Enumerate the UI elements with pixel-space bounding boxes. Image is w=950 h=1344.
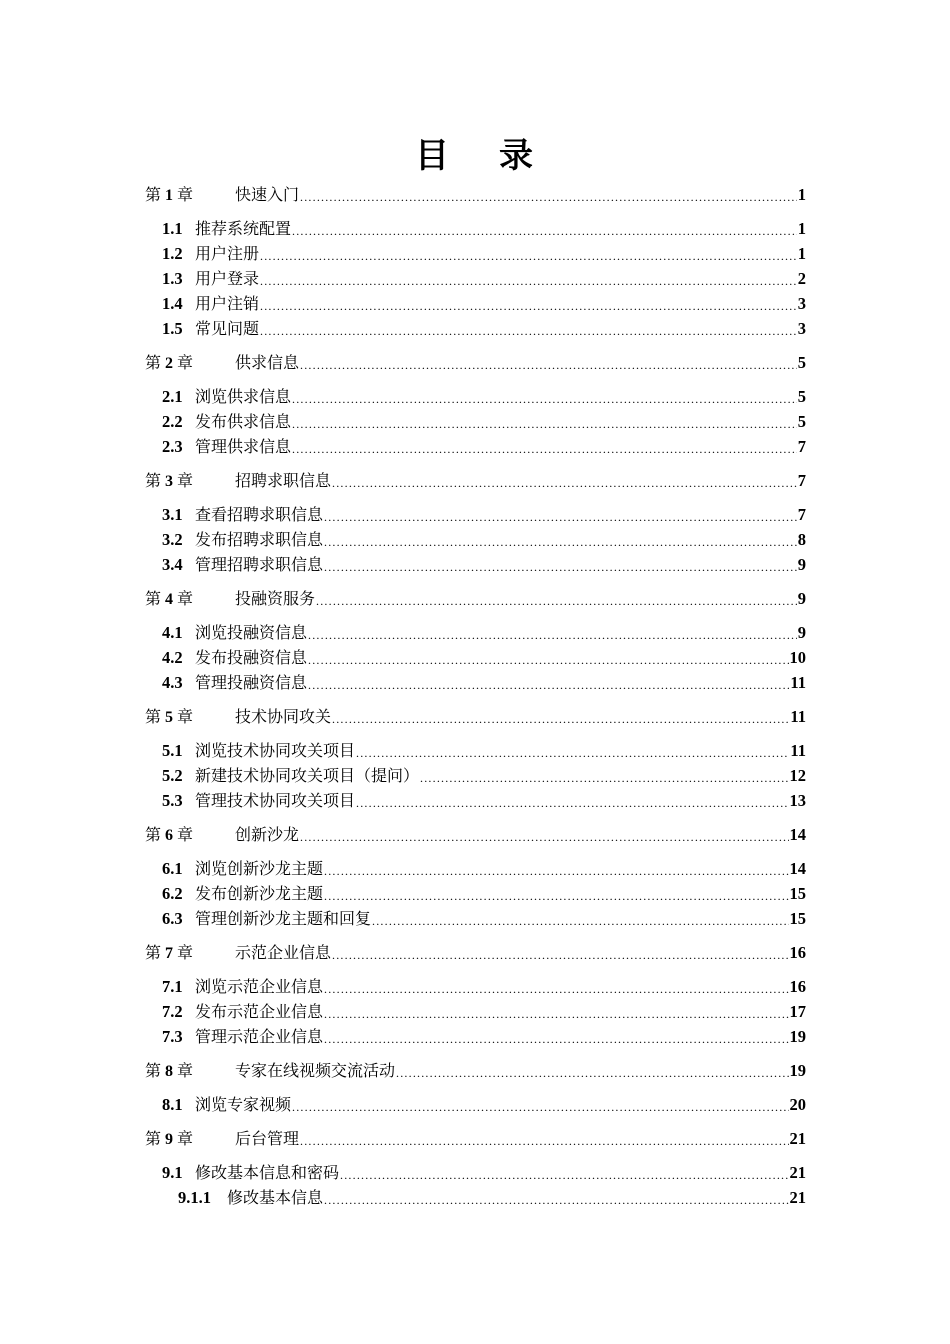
- dot-leader: [396, 1061, 788, 1086]
- toc-entry-chapter[interactable]: [145, 940, 806, 965]
- toc-page-number: 19: [789, 1061, 806, 1080]
- toc-page-number: 9: [797, 589, 806, 608]
- dot-leader: [372, 909, 788, 934]
- section-number: 1.4: [162, 294, 183, 313]
- toc-entry-label: 用户登录: [195, 269, 260, 288]
- chapter-prefix: [145, 1058, 235, 1084]
- toc-entry-label: 专家在线视频交流活动: [235, 1061, 396, 1080]
- toc-entry-chapter[interactable]: [145, 822, 806, 847]
- section-number: 2.3: [162, 437, 183, 456]
- toc-entry-chapter[interactable]: [145, 1058, 806, 1083]
- toc-entry-label: 供求信息: [235, 353, 300, 372]
- chapter-suffix-text: 章: [177, 1129, 194, 1148]
- toc-entry-label: 用户注销: [195, 294, 260, 313]
- chapter-number: 7: [165, 945, 174, 962]
- toc-entry-chapter[interactable]: [145, 182, 806, 207]
- toc-entry-section[interactable]: [145, 645, 806, 670]
- toc-entry-section[interactable]: [145, 1160, 806, 1185]
- chapter-suffix-text: 章: [177, 471, 194, 490]
- section-number: 4.1: [162, 623, 183, 642]
- toc-page-number: 17: [789, 1002, 806, 1021]
- toc-entry-section[interactable]: [145, 999, 806, 1024]
- toc-entry-section[interactable]: [145, 670, 806, 695]
- dot-leader: [300, 185, 797, 210]
- section-number: 3.4: [162, 555, 183, 574]
- section-number: 2.1: [162, 387, 183, 406]
- dot-leader: [260, 294, 797, 319]
- toc-entry-section[interactable]: [145, 1092, 806, 1117]
- section-number: 1.3: [162, 269, 183, 288]
- chapter-suffix-text: 章: [177, 943, 194, 962]
- toc-entry-label: 浏览示范企业信息: [195, 977, 324, 996]
- toc-page-number: 9: [797, 623, 806, 642]
- toc-page-number: 15: [789, 884, 806, 903]
- toc-entry-label: 浏览技术协同攻关项目: [195, 741, 356, 760]
- toc-page-number: 21: [789, 1163, 806, 1182]
- dot-leader: [356, 741, 789, 766]
- page-title-char-2: 录: [499, 136, 535, 176]
- dot-leader: [292, 437, 797, 462]
- dot-leader: [340, 1163, 788, 1188]
- toc-entry-label: 快速入门: [235, 185, 300, 204]
- toc-entry-label: 浏览投融资信息: [195, 623, 308, 642]
- toc-page-number: 2: [797, 269, 806, 288]
- dot-leader: [260, 319, 797, 344]
- chapter-prefix: [145, 468, 235, 494]
- toc-entry-label: 发布投融资信息: [195, 648, 308, 667]
- toc-page-number: 5: [797, 387, 806, 406]
- toc-entry-label: 修改基本信息: [227, 1188, 324, 1207]
- chapter-prefix-text: 第: [145, 1129, 162, 1148]
- toc-page-number: 7: [797, 437, 806, 456]
- dot-leader: [324, 859, 788, 884]
- section-number: 2.2: [162, 412, 183, 431]
- dot-leader: [308, 648, 788, 673]
- toc-entry-label: 浏览专家视频: [195, 1095, 292, 1114]
- toc-entry-section[interactable]: [145, 266, 806, 291]
- toc-entry-section[interactable]: [145, 906, 806, 931]
- toc-page-number: 3: [797, 319, 806, 338]
- toc-entry-label: 管理创新沙龙主题和回复: [195, 909, 372, 928]
- toc-page-number: 7: [797, 471, 806, 490]
- toc-entry-section[interactable]: [145, 384, 806, 409]
- toc-page-number: 1: [797, 219, 806, 238]
- chapter-prefix: [145, 586, 235, 612]
- toc-page-number: 13: [789, 791, 806, 810]
- toc-entry-label: 管理示范企业信息: [195, 1027, 324, 1046]
- dot-leader: [324, 555, 797, 580]
- toc-entry-label: 浏览创新沙龙主题: [195, 859, 324, 878]
- dot-leader: [308, 623, 797, 648]
- section-number: 7.1: [162, 977, 183, 996]
- chapter-suffix-text: 章: [177, 353, 194, 372]
- dot-leader: [292, 219, 797, 244]
- toc-page-number: 21: [789, 1188, 806, 1207]
- chapter-prefix-text: 第: [145, 825, 162, 844]
- toc-page-number: 3: [797, 294, 806, 313]
- toc-entry-section[interactable]: [145, 763, 806, 788]
- chapter-number: 6: [165, 827, 174, 844]
- toc-entry-subsection[interactable]: [145, 1185, 806, 1210]
- chapter-prefix-text: 第: [145, 707, 162, 726]
- dot-leader: [332, 707, 789, 732]
- toc-entry-section[interactable]: [145, 434, 806, 459]
- chapter-number: 9: [165, 1131, 174, 1148]
- chapter-prefix: [145, 940, 235, 966]
- toc-entry-section[interactable]: [145, 527, 806, 552]
- toc-entry-chapter[interactable]: [145, 468, 806, 493]
- dot-leader: [316, 589, 797, 614]
- toc-entry-label: 发布示范企业信息: [195, 1002, 324, 1021]
- chapter-suffix-text: 章: [177, 185, 194, 204]
- section-number: 1.2: [162, 244, 183, 263]
- toc-entry-section[interactable]: [145, 881, 806, 906]
- chapter-prefix-text: 第: [145, 589, 162, 608]
- toc-page-number: 21: [789, 1129, 806, 1148]
- toc-entry-chapter[interactable]: [145, 704, 806, 729]
- chapter-suffix-text: 章: [177, 1061, 194, 1080]
- toc-entry-section[interactable]: [145, 738, 806, 763]
- dot-leader: [356, 791, 788, 816]
- toc-entry-label: 新建技术协同攻关项目（提问）: [195, 766, 420, 785]
- chapter-number: 8: [165, 1063, 174, 1080]
- chapter-number: 1: [165, 187, 174, 204]
- section-number: 3.1: [162, 505, 183, 524]
- chapter-suffix-text: 章: [177, 825, 194, 844]
- toc-entry-section[interactable]: [145, 1024, 806, 1049]
- dot-leader: [324, 505, 797, 530]
- toc-page-number: 1: [797, 185, 806, 204]
- toc-page-number: 1: [797, 244, 806, 263]
- dot-leader: [292, 412, 797, 437]
- chapter-prefix-text: 第: [145, 185, 162, 204]
- toc-entry-label: 管理投融资信息: [195, 673, 308, 692]
- toc-entry-label: 管理招聘求职信息: [195, 555, 324, 574]
- section-number: 5.3: [162, 791, 183, 810]
- toc-entry-chapter[interactable]: [145, 1126, 806, 1151]
- toc-page-number: 20: [789, 1095, 806, 1114]
- chapter-prefix-text: 第: [145, 1061, 162, 1080]
- toc-entry-label: 创新沙龙: [235, 825, 300, 844]
- toc-entry-label: 浏览供求信息: [195, 387, 292, 406]
- toc-page-number: 19: [789, 1027, 806, 1046]
- toc-entry-label: 投融资服务: [235, 589, 316, 608]
- toc-page-number: 7: [797, 505, 806, 524]
- toc-entry-label: 后台管理: [235, 1129, 300, 1148]
- dot-leader: [324, 1002, 788, 1027]
- toc-page-number: 5: [797, 353, 806, 372]
- toc-entry-chapter[interactable]: [145, 586, 806, 611]
- dot-leader: [292, 387, 797, 412]
- section-number: 4.2: [162, 648, 183, 667]
- toc-entry-label: 查看招聘求职信息: [195, 505, 324, 524]
- toc-entry-label: 技术协同攻关: [235, 707, 332, 726]
- dot-leader: [324, 884, 788, 909]
- chapter-prefix: [145, 822, 235, 848]
- toc-entry-section[interactable]: [145, 620, 806, 645]
- toc-entry-label: 管理技术协同攻关项目: [195, 791, 356, 810]
- toc-entry-section[interactable]: [145, 241, 806, 266]
- section-number: 5.1: [162, 741, 183, 760]
- dot-leader: [260, 244, 797, 269]
- toc-entry-section[interactable]: [145, 502, 806, 527]
- toc-entry-section[interactable]: [145, 552, 806, 577]
- dot-leader: [332, 471, 797, 496]
- toc-entry-label: 推荐系统配置: [195, 219, 292, 238]
- page-title-char-1: 目: [415, 136, 451, 176]
- dot-leader: [324, 1188, 788, 1213]
- toc-page-number: 14: [789, 825, 806, 844]
- chapter-number: 4: [165, 591, 174, 608]
- toc-page-number: 12: [789, 766, 806, 785]
- chapter-prefix: [145, 1126, 235, 1152]
- dot-leader: [324, 1027, 788, 1052]
- toc-entry-label: 管理供求信息: [195, 437, 292, 456]
- toc-page-number: 10: [789, 648, 806, 667]
- chapter-suffix-text: 章: [177, 707, 194, 726]
- chapter-number: 2: [165, 355, 174, 372]
- chapter-suffix-text: 章: [177, 589, 194, 608]
- toc-entry-section[interactable]: [145, 291, 806, 316]
- dot-leader: [420, 766, 788, 791]
- dot-leader: [324, 977, 788, 1002]
- section-number: 7.2: [162, 1002, 183, 1021]
- toc-entry-label: 发布招聘求职信息: [195, 530, 324, 549]
- toc-entry-section[interactable]: [145, 409, 806, 434]
- toc-entry-section[interactable]: [145, 316, 806, 341]
- table-of-contents: [145, 182, 806, 1210]
- chapter-prefix: [145, 182, 235, 208]
- toc-entry-label: 修改基本信息和密码: [195, 1163, 340, 1182]
- dot-leader: [300, 825, 788, 850]
- toc-entry-label: 招聘求职信息: [235, 471, 332, 490]
- toc-entry-label: 发布创新沙龙主题: [195, 884, 324, 903]
- section-number: 5.2: [162, 766, 183, 785]
- dot-leader: [324, 530, 797, 555]
- toc-entry-label: 发布供求信息: [195, 412, 292, 431]
- chapter-number: 3: [165, 473, 174, 490]
- toc-page-number: 8: [797, 530, 806, 549]
- section-number: 4.3: [162, 673, 183, 692]
- section-number: 7.3: [162, 1027, 183, 1046]
- toc-page-number: 16: [789, 977, 806, 996]
- section-number: 3.2: [162, 530, 183, 549]
- toc-page-number: 5: [797, 412, 806, 431]
- dot-leader: [260, 269, 797, 294]
- chapter-prefix: [145, 704, 235, 730]
- toc-page-number: 11: [790, 673, 806, 692]
- dot-leader: [332, 943, 788, 968]
- dot-leader: [292, 1095, 788, 1120]
- toc-page-number: 14: [789, 859, 806, 878]
- section-number: 1.5: [162, 319, 183, 338]
- toc-entry-label: 常见问题: [195, 319, 260, 338]
- page-title: [0, 128, 950, 177]
- section-number: 9.1: [162, 1163, 183, 1182]
- dot-leader: [308, 673, 789, 698]
- toc-page-number: 15: [789, 909, 806, 928]
- section-number: 1.1: [162, 219, 183, 238]
- chapter-prefix-text: 第: [145, 471, 162, 490]
- toc-entry-section[interactable]: [145, 974, 806, 999]
- section-number: 6.2: [162, 884, 183, 903]
- toc-entry-section[interactable]: [145, 856, 806, 881]
- section-number: 6.1: [162, 859, 183, 878]
- section-number: 9.1.1: [178, 1188, 211, 1207]
- toc-page-number: 11: [790, 741, 806, 760]
- toc-page-number: 16: [789, 943, 806, 962]
- toc-entry-section[interactable]: [145, 216, 806, 241]
- toc-entry-section[interactable]: [145, 788, 806, 813]
- section-number: 6.3: [162, 909, 183, 928]
- dot-leader: [300, 353, 797, 378]
- toc-page-number: 11: [790, 707, 806, 726]
- toc-entry-chapter[interactable]: [145, 350, 806, 375]
- dot-leader: [300, 1129, 788, 1154]
- chapter-prefix-text: 第: [145, 353, 162, 372]
- chapter-prefix: [145, 350, 235, 376]
- chapter-prefix-text: 第: [145, 943, 162, 962]
- toc-entry-label: 用户注册: [195, 244, 260, 263]
- toc-page-number: 9: [797, 555, 806, 574]
- toc-entry-label: 示范企业信息: [235, 943, 332, 962]
- chapter-number: 5: [165, 709, 174, 726]
- section-number: 8.1: [162, 1095, 183, 1114]
